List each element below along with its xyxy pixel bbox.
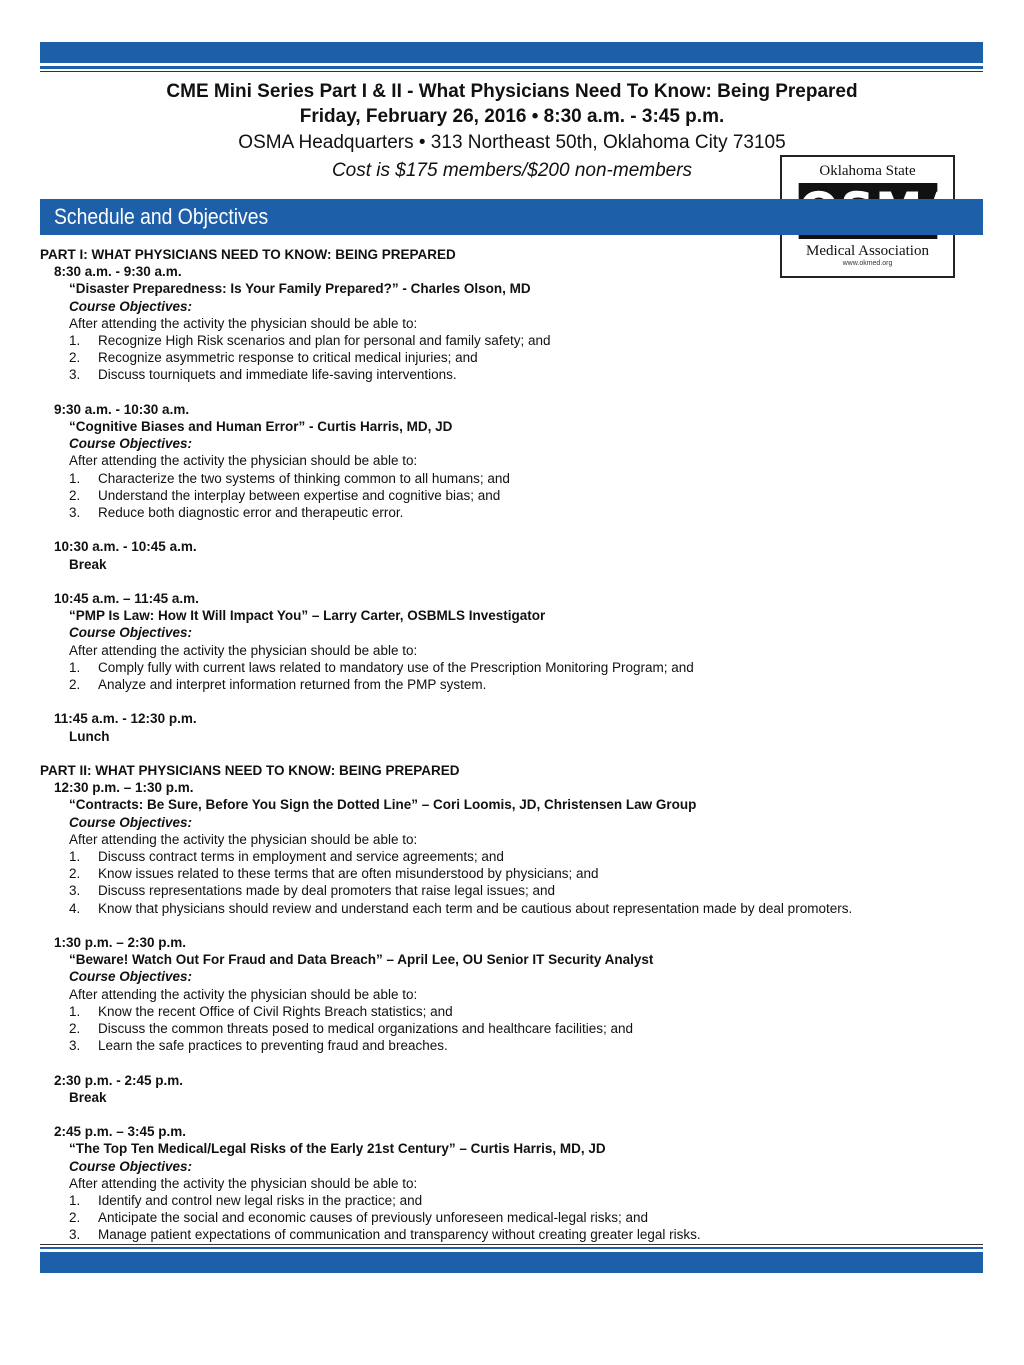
part-2-title: PART II: WHAT PHYSICIANS NEED TO KNOW: BEING PREPARED <box>40 763 460 779</box>
objective-item <box>40 1037 980 1054</box>
objective-text: Know issues related to these terms that are often misunderstood by physicians; and <box>98 866 599 882</box>
break-time: 10:30 a.m. - 10:45 a.m. <box>54 539 197 555</box>
objectives-label: Course Objectives: <box>69 625 193 641</box>
objective-item <box>40 470 980 487</box>
objectives-intro: After attending the activity the physician should be able to: <box>69 1175 418 1191</box>
objective-item <box>40 366 980 383</box>
objective-text: Comply fully with current laws related to mandatory use of the Prescription Monitoring Program; and <box>98 659 694 675</box>
objective-text: Recognize asymmetric response to critical medical injuries; and <box>98 350 478 366</box>
objective-number: 2. <box>69 1021 81 1037</box>
session-talk-title: “Disaster Preparedness: Is Your Family Prepared?” - Charles Olson, MD <box>69 281 531 297</box>
session-time: 2:45 p.m. – 3:45 p.m. <box>54 1124 187 1140</box>
break-time: 2:30 p.m. - 2:45 p.m. <box>54 1072 184 1088</box>
objective-item <box>40 332 980 349</box>
objective-number: 2. <box>69 1210 81 1226</box>
objective-text: Analyze and interpret information returned from the PMP system. <box>98 677 487 693</box>
logo-org-top: Oklahoma State <box>819 163 916 179</box>
objective-text: Discuss the common threats posed to medical organizations and healthcare facilities; and <box>98 1021 634 1037</box>
session-time: 12:30 p.m. – 1:30 p.m. <box>54 780 194 796</box>
objective-item <box>40 1209 980 1226</box>
session <box>40 401 980 521</box>
session-time: 8:30 a.m. - 9:30 a.m. <box>54 264 182 280</box>
part-1-title: PART I: WHAT PHYSICIANS NEED TO KNOW: BEING PREPARED <box>40 247 456 262</box>
event-cost: Cost is $175 members/$200 non-members <box>331 160 693 181</box>
break-block <box>40 1072 980 1106</box>
objective-item <box>40 882 980 899</box>
objectives-intro: After attending the activity the physician should be able to: <box>69 831 418 847</box>
objective-number: 2. <box>69 677 81 693</box>
session-time: 1:30 p.m. – 2:30 p.m. <box>54 935 187 951</box>
event-title: CME Mini Series Part I & II - What Physicians Need To Know: Being Prepared <box>166 81 858 102</box>
session-talk-title: “The Top Ten Medical/Legal Risks of the Early 21st Century” – Curtis Harris, MD, JD <box>69 1141 606 1157</box>
objective-number: 2. <box>69 487 81 503</box>
objective-item <box>40 865 980 882</box>
objective-text: Manage patient expectations of communication and transparency without creating greater legal risks. <box>98 1227 701 1243</box>
objective-text: Understand the interplay between expertise and cognitive bias; and <box>98 487 501 503</box>
top-banner-stripe <box>40 42 983 72</box>
objective-text: Characterize the two systems of thinking common to all humans; and <box>98 470 510 486</box>
objective-text: Anticipate the social and economic causes of previously unforeseen medical-legal risks; and <box>98 1210 649 1226</box>
objective-number: 1. <box>69 333 81 349</box>
session-time: 10:45 a.m. – 11:45 a.m. <box>54 591 199 607</box>
schedule-content <box>40 246 980 1261</box>
objective-number: 3. <box>69 1038 81 1054</box>
objective-item <box>40 676 980 693</box>
event-date-time: Friday, February 26, 2016 • 8:30 a.m. - 3:45 p.m. <box>299 106 725 127</box>
objectives-label: Course Objectives: <box>69 814 193 830</box>
objective-item <box>40 848 980 865</box>
objective-number: 3. <box>69 1227 81 1243</box>
objectives-label: Course Objectives: <box>69 1158 193 1174</box>
objective-item <box>40 487 980 504</box>
objective-text: Identify and control new legal risks in the practice; and <box>98 1193 423 1209</box>
objective-text: Know the recent Office of Civil Rights Breach statistics; and <box>98 1003 453 1019</box>
objective-item <box>40 504 980 521</box>
session <box>40 1123 980 1243</box>
objective-item <box>40 900 980 917</box>
bottom-banner-stripe <box>40 1244 983 1273</box>
objectives-label: Course Objectives: <box>69 436 193 452</box>
objective-number: 1. <box>69 659 81 675</box>
objective-text: Discuss tourniquets and immediate life-saving interventions. <box>98 367 457 383</box>
event-location: OSMA Headquarters • 313 Northeast 50th, Oklahoma City 73105 <box>238 132 786 153</box>
objective-text: Discuss representations made by deal promoters that raise legal issues; and <box>98 883 555 899</box>
objective-text: Discuss contract terms in employment and service agreements; and <box>98 849 504 865</box>
lunch-label: Lunch <box>69 728 110 744</box>
objective-text: Learn the safe practices to preventing fraud and breaches. <box>98 1038 448 1054</box>
objectives-label: Course Objectives: <box>69 969 193 985</box>
objective-item <box>40 1226 980 1243</box>
lunch-time: 11:45 a.m. - 12:30 p.m. <box>54 711 197 727</box>
objectives-label: Course Objectives: <box>69 298 193 314</box>
objective-number: 3. <box>69 505 81 521</box>
objective-item <box>40 1020 980 1037</box>
logo-url: www.okmed.org <box>842 260 893 267</box>
session-talk-title: “Contracts: Be Sure, Before You Sign the Dotted Line” – Cori Loomis, JD, Christensen Law Group <box>69 797 697 813</box>
objective-number: 1. <box>69 1003 81 1019</box>
objective-item <box>40 659 980 676</box>
lunch-block <box>40 710 980 744</box>
objective-text: Know that physicians should review and understand each term and be cautious about representation made by deal promoters. <box>98 900 853 916</box>
objective-number: 4. <box>69 900 81 916</box>
section-title: Schedule and Objectives <box>54 204 269 229</box>
session-time: 9:30 a.m. - 10:30 a.m. <box>54 401 190 417</box>
break-label: Break <box>69 556 107 572</box>
objectives-intro: After attending the activity the physician should be able to: <box>69 642 418 658</box>
objective-text: Recognize High Risk scenarios and plan for personal and family safety; and <box>98 333 551 349</box>
objective-number: 3. <box>69 367 81 383</box>
objective-number: 1. <box>69 470 81 486</box>
session <box>40 590 980 693</box>
objective-text: Reduce both diagnostic error and therapeutic error. <box>98 505 404 521</box>
session-talk-title: “Cognitive Biases and Human Error” - Curtis Harris, MD, JD <box>69 419 453 435</box>
section-header-bar <box>40 199 983 235</box>
objective-item <box>40 349 980 366</box>
break-block <box>40 538 980 572</box>
objectives-intro: After attending the activity the physician should be able to: <box>69 453 418 469</box>
objectives-intro: After attending the activity the physician should be able to: <box>69 986 418 1002</box>
session-talk-title: “PMP Is Law: How It Will Impact You” – Larry Carter, OSBMLS Investigator <box>69 608 546 624</box>
break-label: Break <box>69 1089 107 1105</box>
objective-number: 1. <box>69 1193 81 1209</box>
session <box>40 263 980 383</box>
session-talk-title: “Beware! Watch Out For Fraud and Data Breach” – April Lee, OU Senior IT Security Analyst <box>69 952 654 968</box>
objective-number: 2. <box>69 866 81 882</box>
session <box>40 779 980 917</box>
objectives-intro: After attending the activity the physician should be able to: <box>69 315 418 331</box>
session <box>40 934 980 1054</box>
objective-number: 1. <box>69 849 81 865</box>
logo-org-bottom: Medical Association <box>806 243 929 259</box>
objective-item <box>40 1192 980 1209</box>
objective-number: 2. <box>69 350 81 366</box>
objective-item <box>40 1003 980 1020</box>
objective-number: 3. <box>69 883 81 899</box>
